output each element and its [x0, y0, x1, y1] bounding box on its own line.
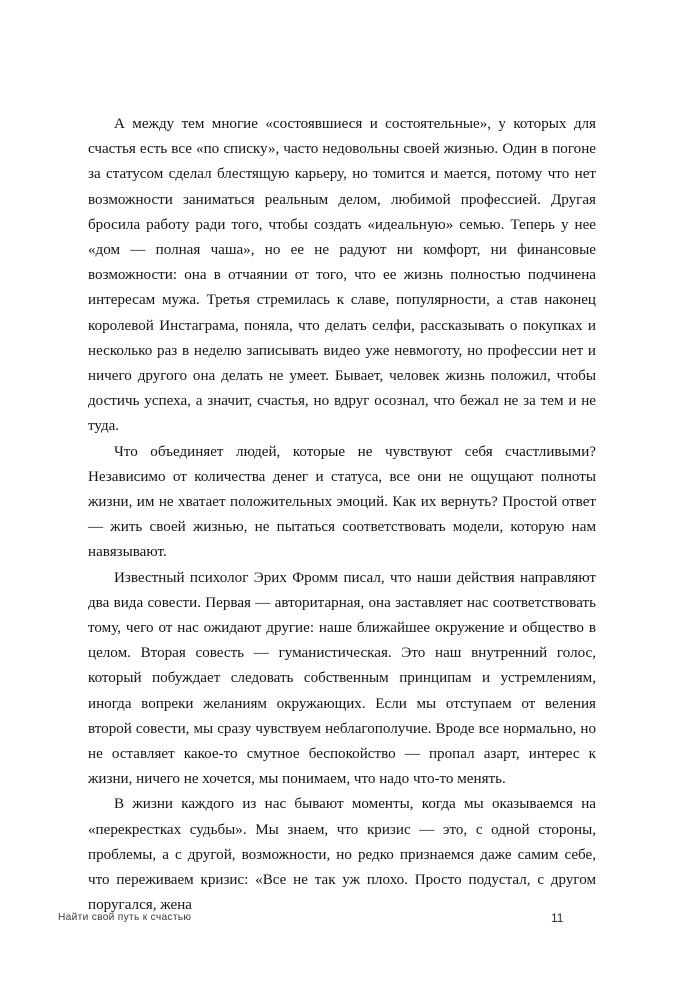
page-footer: [0, 912, 682, 942]
paragraph: А между тем многие «состоявшиеся и состоятельные», у которых для счастья есть все «по списку», часто недовольны своей жизнью. Один в погоне за статусом сделал блестящую карьеру, но томится и мается, потому что нет возможности заниматься реальным делом, любимой профессией. Другая бросила работу ради того, чтобы создать «идеальную» семью. Теперь у нее «дом — полная чаша», но ее не радуют ни комфорт, ни финансовые возможности: она в отчаянии от того, что ее жизнь полностью подчинена интересам мужа. Третья стремилась к славе, популярности, а став наконец королевой Инстаграма, поняла, что делать селфи, рассказывать о покупках и несколько раз в неделю записывать видео уже невмоготу, но профессии нет и ничего другого она делать не умеет. Бывает, человек жизнь положил, чтобы достичь успеха, а значит, счастья, но вдруг осознал, что бежал не за тем и не туда.: [88, 116, 596, 435]
page-body-text: [88, 112, 596, 919]
running-title: Найти свой путь к счастью: [58, 912, 192, 923]
page-number: 11: [551, 911, 564, 925]
paragraph: Известный психолог Эрих Фромм писал, что наши действия направляют два вида совести. Первая — авторитарная, она заставляет нас соответствовать тому, чего от нас ожидают другие: наше ближайшее окружение и общество в целом. Вторая совесть — гуманистическая. Это наш внутренний голос, который побуждает следовать собственным принципам и устремлениям, иногда вопреки желаниям окружающих. Если мы отступаем от веления второй совести, мы сразу чувствуем неблагополучие. Вроде все нормально, но не оставляет какое-то смутное беспокойство — пропал азарт, интерес к жизни, ничего не хочется, мы понимаем, что надо что-то менять.: [88, 569, 596, 788]
paragraph: Что объединяет людей, которые не чувствуют себя счастливыми? Независимо от количества денег и статуса, все они не ощущают полноты жизни, им не хватает положительных эмоций. Как их вернуть? Простой ответ — жить своей жизнью, не пытаться соответствовать модели, которую нам навязывают.: [88, 443, 596, 561]
paragraph: В жизни каждого из нас бывают моменты, когда мы оказываемся на «перекрестках судьбы». Мы знаем, что кризис — это, с одной стороны, проблемы, а с другой, возможности, но редко признаемся даже самим себе, что переживаем кризис: «Все не так уж плохо. Просто подустал, с другом поругался, жена: [88, 796, 596, 914]
